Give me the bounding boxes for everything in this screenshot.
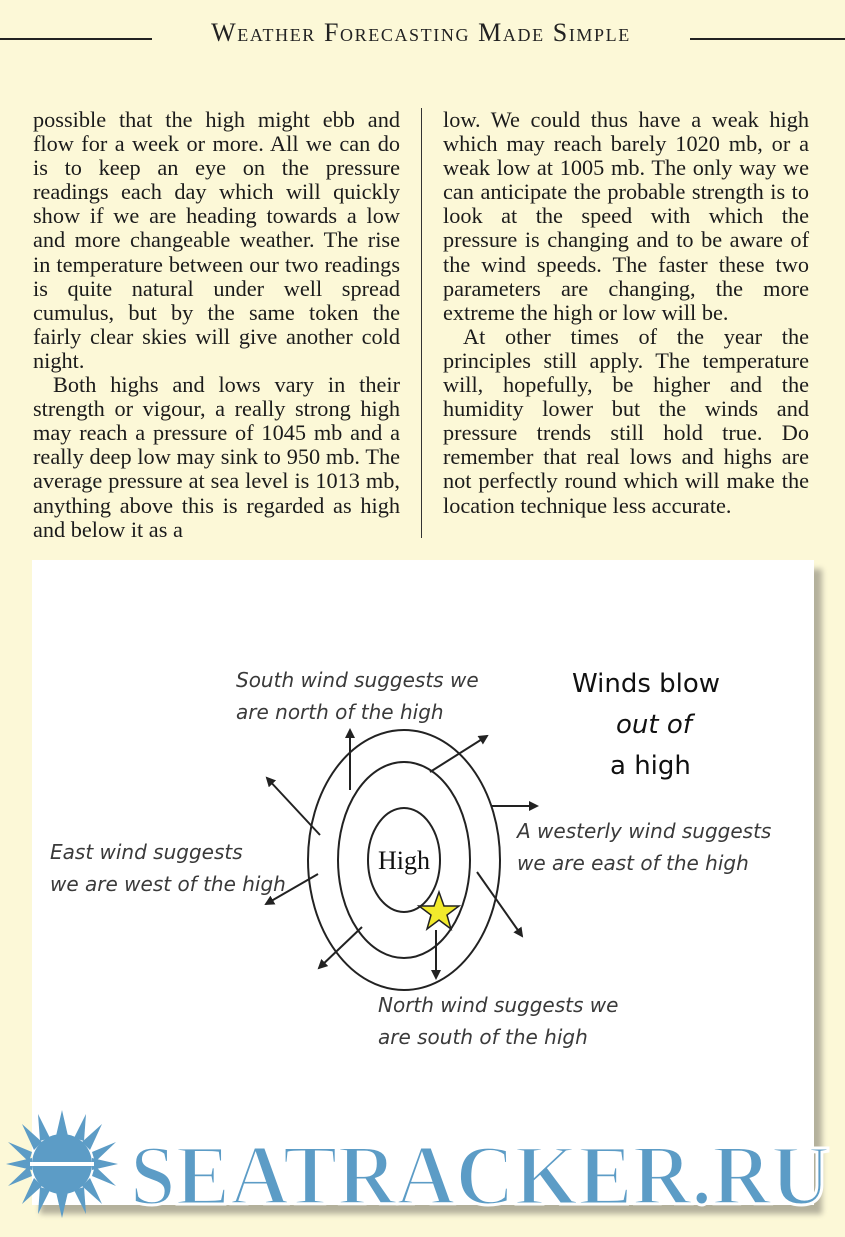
east-label-line1: East wind suggests: [50, 840, 243, 864]
watermark: [0, 1108, 845, 1218]
north-label-line1: North wind suggests we: [378, 993, 619, 1017]
column-divider: [421, 108, 422, 538]
south-label-line2: are north of the high: [236, 700, 444, 724]
watermark-text: SEATRACKER.RU: [130, 1127, 830, 1218]
header-rule-right: [690, 38, 845, 40]
east-label-line2: we are west of the high: [50, 872, 286, 896]
arrow-northwest: [267, 778, 320, 835]
running-header: [0, 18, 845, 54]
header-rule-left: [0, 38, 152, 40]
sun-icon: [6, 1110, 118, 1218]
high-label: High: [378, 846, 430, 875]
watermark-svg: [0, 1108, 845, 1218]
text-column-left: [33, 108, 400, 542]
star-icon: [419, 892, 459, 929]
figure-title-line1: Winds blow: [572, 669, 721, 699]
paragraph: Both highs and lows vary in their strength or vigour, a really strong high may reach a pressure of 1045 mb and a really deep low may sink to 950 mb. The average pressure at sea level is 1013 mb, anything above this is regarded as high and below it as a: [33, 372, 400, 542]
figure-title-line2: out of: [616, 710, 692, 740]
paragraph: possible that the high might ebb and flow for a week or more. All we can do is to keep an eye on the pressure readings each day which will quickly show if we are heading towards a low and more changeable weather. The rise in temperature between our two readings is quite natural under well spread cumulus, but by the same token the fairly clear skies will give another cold night.: [33, 107, 400, 373]
west-label-line1: A westerly wind suggests: [517, 819, 772, 843]
text-column-right: [443, 108, 809, 518]
paragraph: low. We could thus have a weak high which may reach barely 1020 mb, or a weak low at 1005 mb. The only way we can anticipate the probable strength is to look at the speed with which the pressure is changing and to be aware of the wind speeds. The faster these two parameters are changing, the more extreme the high or low will be.: [443, 107, 809, 325]
figure-title-line3: a high: [610, 751, 691, 781]
south-label-line1: South wind suggests we: [236, 668, 479, 692]
arrow-northeast: [430, 736, 487, 772]
page-title: Weather Forecasting Made Simple: [211, 18, 631, 47]
north-label-line2: are south of the high: [378, 1025, 588, 1049]
paragraph: At other times of the year the principles still apply. The temperature will, hopefully, be higher and the humidity lower but the winds and pressure trends still hold true. Do remember that real lows and highs are not perfectly round which will make the location technique less accurate.: [443, 323, 809, 518]
west-label-line2: we are east of the high: [517, 851, 749, 875]
